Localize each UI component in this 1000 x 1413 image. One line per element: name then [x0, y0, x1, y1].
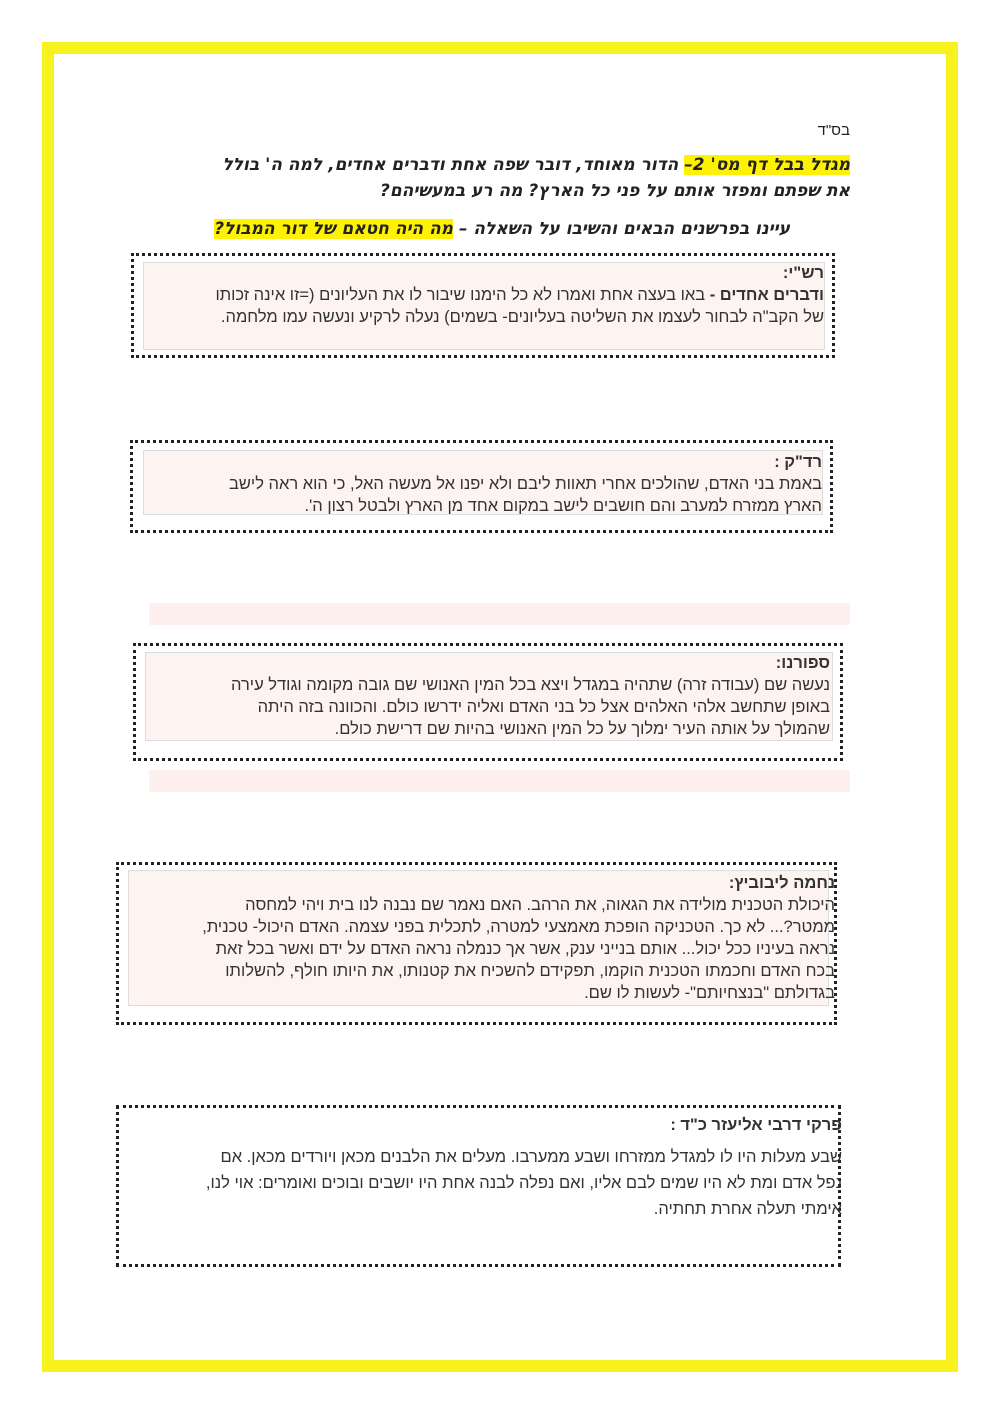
source-bold-lemma: ודברים אחדים - — [705, 286, 824, 304]
source-line: בכח האדם וחכמתו הטכנית הוקמו, תפקידם להשכיח את קטנותו, את היותו חולף, להשלותו — [225, 962, 835, 980]
source-line: של הקב"ה לבחור לעצמו את השליטה בעליונים- בשמים) נעלה לרקיע ונעשה עמו מלחמה. — [220, 308, 824, 326]
source-line: באמת בני האדם, שהולכים אחרי תאוות ליבם ולא יפנו אל מעשה האל, כי הוא ראה לישב — [229, 475, 822, 493]
source-name: פרקי דרבי אליעזר כ"ד : — [670, 1116, 842, 1134]
source-line: שהמולך על אותה העיר ימלוך על כל המין האנושי בהיות שם דרישת כולם. — [334, 720, 830, 738]
source-line: ממטר?... לא כך. הטכניקה הופכת מאמצעי למטרה, לתכלית בפני עצמה. האדם היכול- טכנית, — [202, 918, 835, 936]
source-text-pirkei — [206, 1112, 842, 1222]
title-highlight: מגדל בבל דף מס' 2– — [684, 155, 850, 175]
question-prefix: עיינו בפרשנים הבאים והשיבו על השאלה – — [453, 219, 790, 239]
source-line: אימתי תעלה אחרת תחתיה. — [653, 1200, 842, 1218]
source-line: בגדולתם "בנצחיותם"- לעשות לו שם. — [584, 984, 835, 1002]
worksheet-title-line1 — [160, 155, 850, 175]
task-question — [160, 219, 790, 239]
source-line: הארץ ממזרח למערב והם חושבים לישב במקום אחד מן הארץ ולבטל רצון ה'. — [304, 497, 822, 515]
source-text-rashi — [215, 262, 824, 328]
source-line: היכולת הטכנית מולידה את הגאוה, את הרהב. האם נאמר שם נבנה לנו בית ויהי למחסה — [245, 896, 835, 914]
answer-field[interactable] — [149, 603, 850, 625]
source-line: באו בעצה אחת ואמרו לא כל הימנו שיבור לו את העליונים (=זו אינה זכותו — [215, 286, 706, 304]
source-name: רד"ק : — [774, 453, 822, 471]
source-line: שבע מעלות היו לו למגדל ממזרחו ושבע ממערבו. מעלים את הלבנים מכאן ויורדים מכאן. אם — [220, 1148, 842, 1166]
source-name: רש"י: — [782, 264, 824, 282]
source-line: נפל אדם ומת לא היו שמים לבם אליו, ואם נפלה לבנה אחת היו יושבים ובוכים ואומרים: אוי לנו, — [205, 1174, 842, 1192]
worksheet-title-line2: את שפתם ומפזר אותם על פני כל הארץ? מה רע במעשיהם? — [380, 181, 850, 201]
answer-field[interactable] — [149, 770, 850, 792]
bsd-header: בס"ד — [817, 122, 850, 139]
title-rest: הדור מאוחד, דובר שפה אחת ודברים אחדים, למה ה' בולל — [222, 155, 685, 175]
source-text-sforno — [231, 652, 830, 740]
question-highlight: מה היה חטאם של דור המבול? — [214, 219, 454, 239]
source-line: נעשה שם (עבודה זרה) שתהיה במגדל ויצא בכל המין האנושי שם גובה מקומה וגודל עירה — [231, 676, 830, 694]
source-name: ספורנו: — [775, 654, 830, 672]
source-line: באופן שתחשב אלהי האלהים אצל כל בני האדם ואליה ידרשו כולם. והכוונה בזה היתה — [257, 698, 830, 716]
source-text-radak — [229, 451, 822, 517]
source-line: נראה בעיניו ככל יכול... אותם בנייני ענק, אשר אך כנמלה נראה האדם על ידם ואשר בכל זאת — [215, 940, 835, 958]
source-name: נחמה ליבוביץ: — [728, 874, 835, 892]
source-text-nechama — [202, 872, 835, 1004]
